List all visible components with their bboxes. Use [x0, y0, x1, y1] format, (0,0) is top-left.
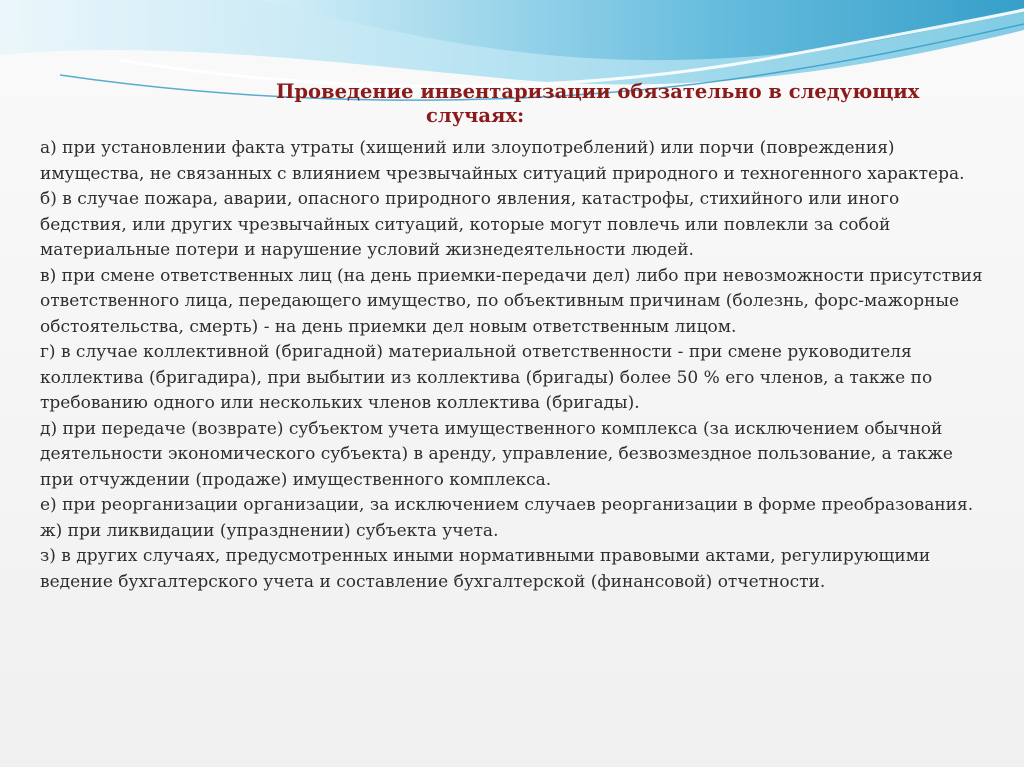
slide-title [40, 80, 976, 128]
case-item-g: г) в случае коллективной (бригадной) материальной ответственности - при смене руководителя коллектива (бригадира), при выбытии из коллектива (бригады) более 50 % его членов, а также по требованию одного или нескольких членов коллектива (бригады). [40, 342, 933, 413]
case-item-d: д) при передаче (возврате) субъектом учета имущественного комплекса (за исключением обычной деятельности экономического субъекта) в аренду, управление, безвозмездное пользование, а также при отчуждении (продаже) имущественного комплекса. [40, 418, 953, 490]
case-item-v: в) при смене ответственных лиц (на день приемки-передачи дел) либо при невозможности присутствия ответственного лица, передающего имущество, по объективным причинам (болезнь, форс-мажорные обстоятельства, смерть) - на день приемки дел новым ответственным лицом. [40, 265, 983, 337]
title-line-2: случаях: [426, 104, 525, 127]
case-list [40, 136, 990, 595]
slide-content [40, 80, 990, 595]
case-item-z: з) в других случаях, предусмотренных иными нормативными правовыми актами, регулирующими ведение бухгалтерского учета и составление бухгалтерской (финансовой) отчетности. [40, 546, 931, 592]
case-item-b: б) в случае пожара, аварии, опасного природного явления, катастрофы, стихийного или иного бедствия, или других чрезвычайных ситуаций, которые могут повлечь или повлекли за собой материальные потери и нарушение условий жизнедеятельности людей. [40, 189, 900, 260]
case-item-e: е) при реорганизации организации, за исключением случаев реорганизации в форме преобразования. [40, 495, 974, 515]
case-item-zh: ж) при ликвидации (упразднении) субъекта учета. [40, 520, 499, 541]
title-line-1: Проведение инвентаризации обязательно в следующих [276, 80, 920, 103]
case-item-a: а) при установлении факта утраты (хищений или злоупотреблений) или порчи (повреждения) имущества, не связанных с влиянием чрезвычайных ситуаций природного и техногенного характера. [40, 138, 965, 184]
